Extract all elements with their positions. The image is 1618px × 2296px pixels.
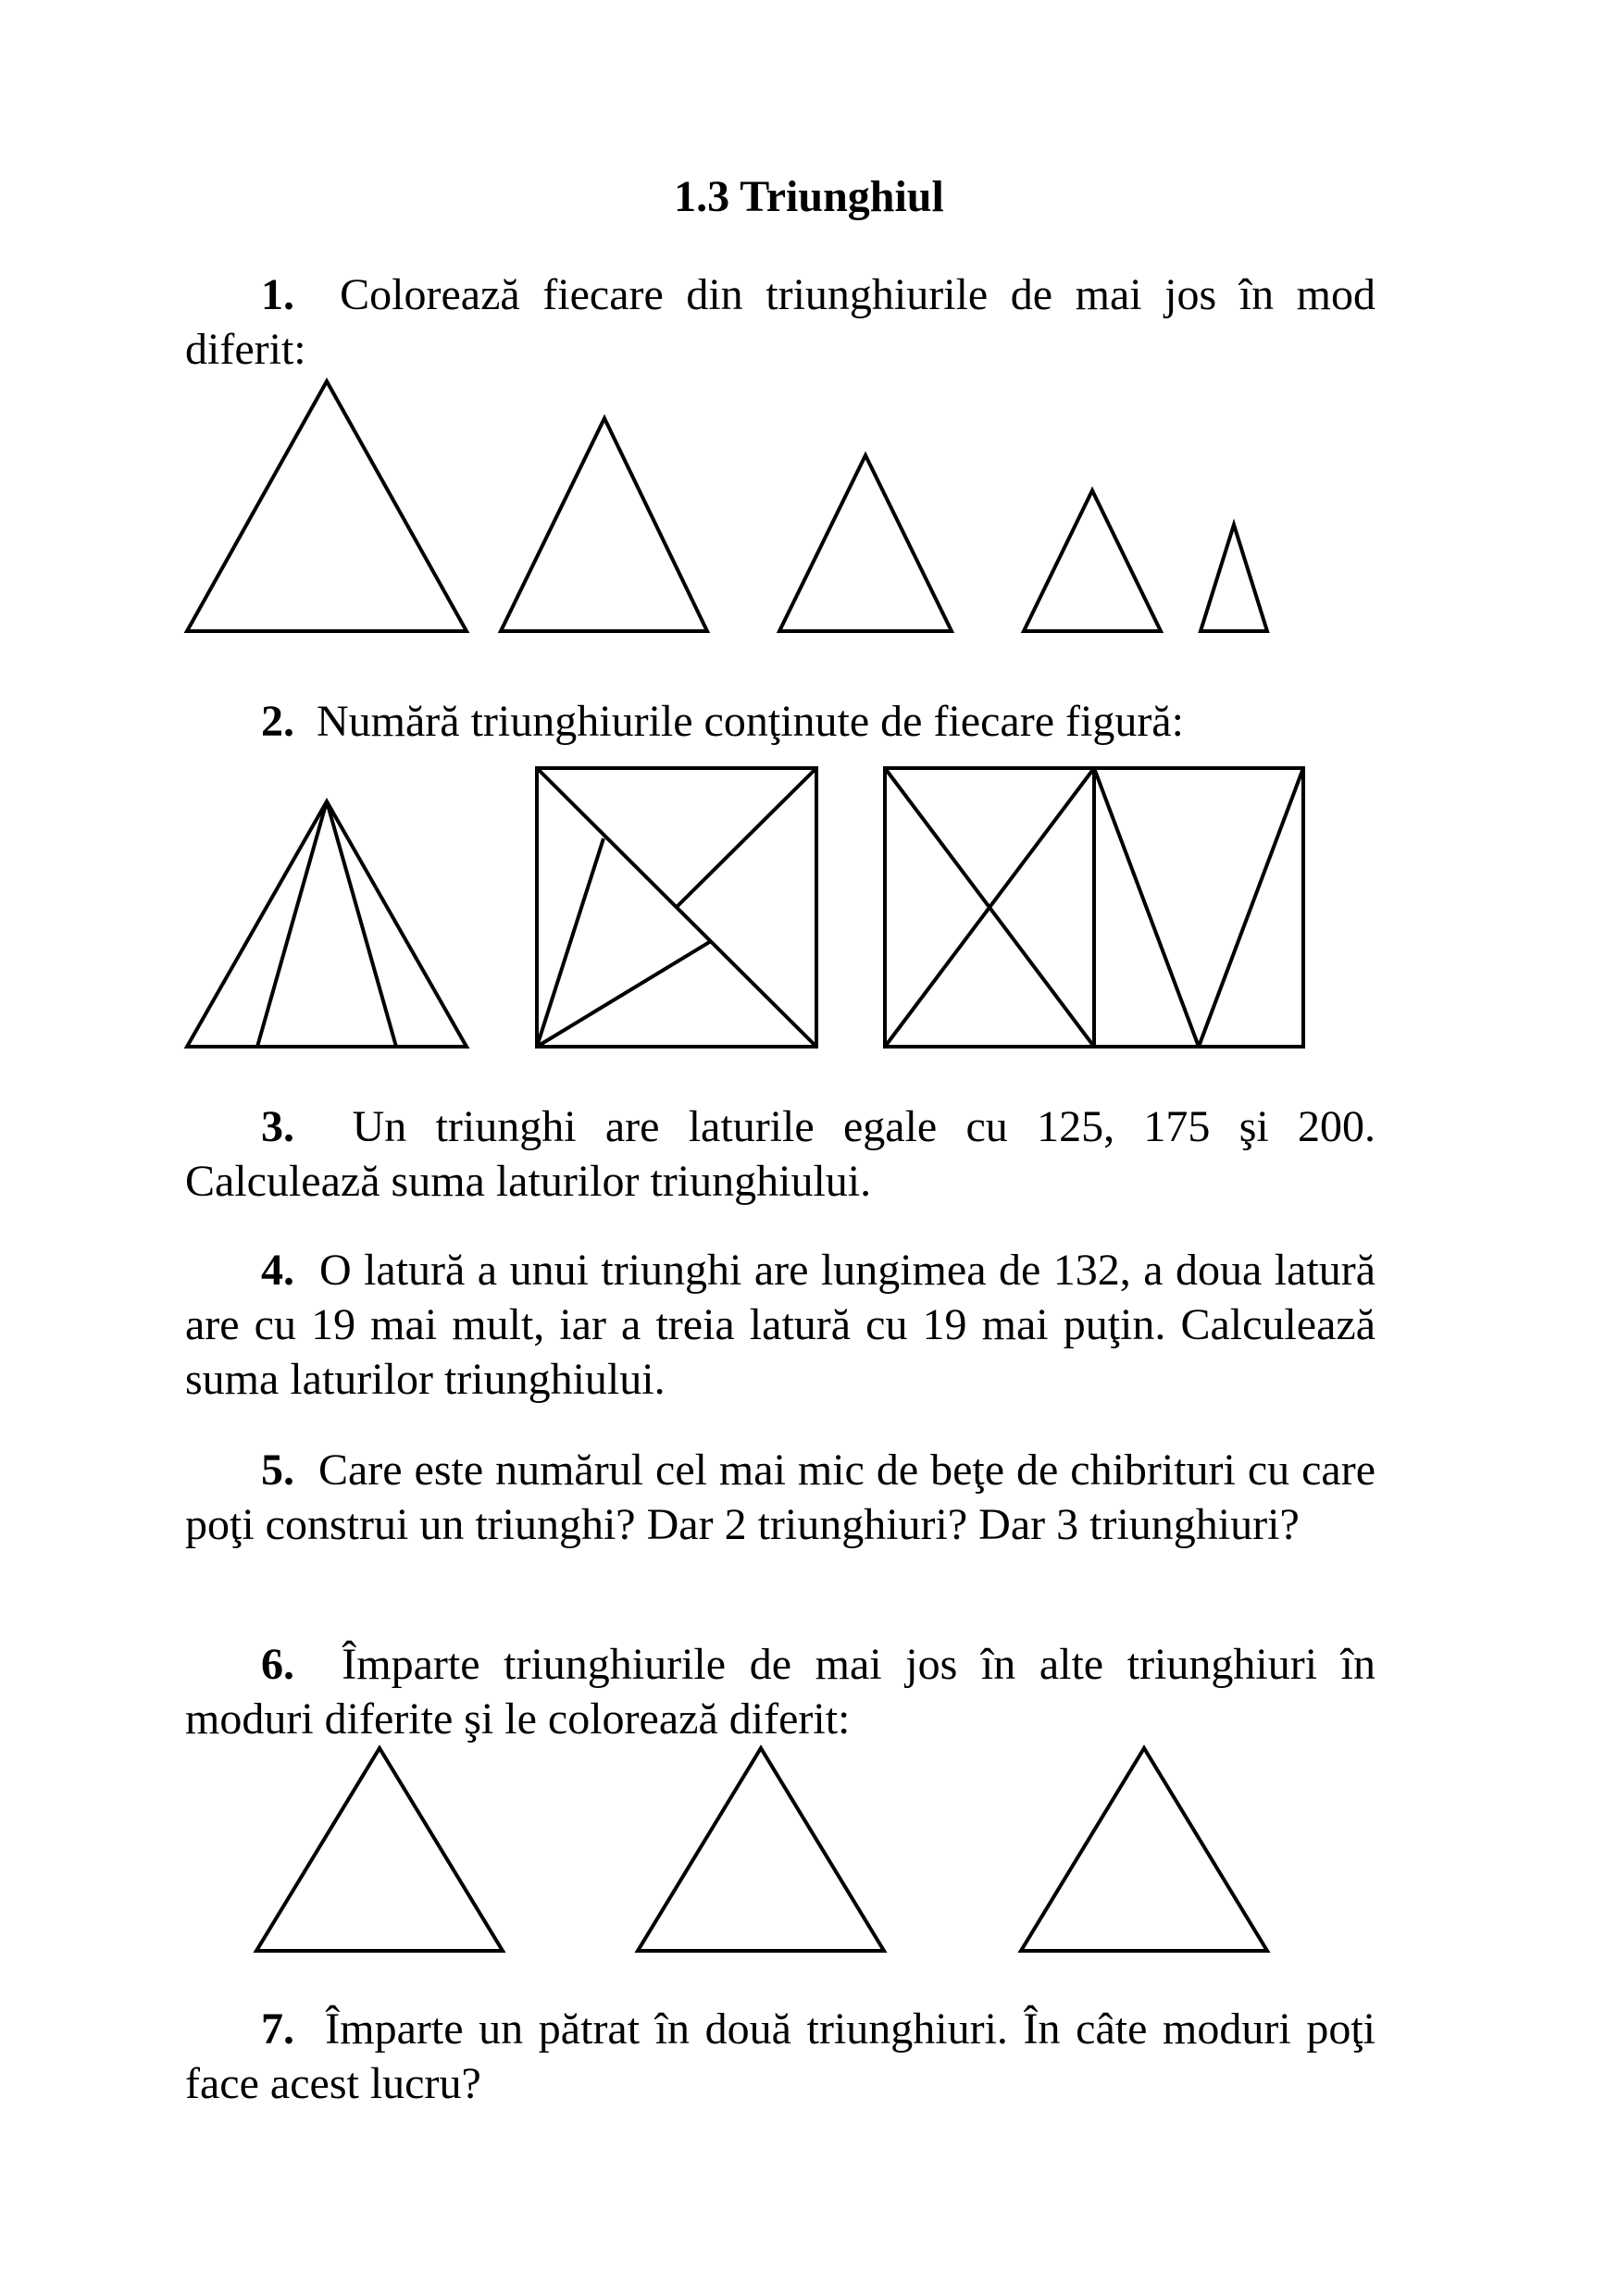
exercise-1-figures xyxy=(0,375,1618,652)
exercise-number: 3. xyxy=(261,1102,294,1151)
exercise-4 xyxy=(185,1243,1375,1407)
exercise-1 xyxy=(185,267,1375,377)
triangle-4 xyxy=(1024,490,1161,631)
exercise-number: 7. xyxy=(261,2004,294,2054)
exercise-6-figures xyxy=(0,1740,1618,1971)
divided-triangle xyxy=(187,801,467,1047)
exercise-text: Colorează fiecare din triunghiurile de mai jos în mod diferit: xyxy=(185,270,1376,374)
exercise-6 xyxy=(185,1637,1375,1746)
exercise-number: 5. xyxy=(261,1446,294,1495)
triangle-a xyxy=(256,1748,503,1951)
exercise-text: Împarte un pătrat în două triunghiuri. În câte moduri poţi face acest lucru? xyxy=(185,2004,1376,2108)
triangle-3 xyxy=(779,455,952,631)
exercise-text: O latură a unui triunghi are lungimea de 132, a doua latură are cu 19 mai mult, iar a treia latură cu 19 mai puţin. Calculează suma laturilor triunghiului. xyxy=(185,1246,1376,1404)
exercise-3 xyxy=(185,1099,1375,1209)
exercise-number: 4. xyxy=(261,1246,294,1295)
triangle-b xyxy=(638,1748,884,1951)
triangle-1 xyxy=(187,381,467,631)
page-title: 1.3 Triunghiul xyxy=(674,172,944,221)
exercise-number: 1. xyxy=(261,270,294,319)
triangle-2 xyxy=(501,418,707,631)
exercise-2-figures xyxy=(0,759,1618,1055)
exercise-7 xyxy=(185,2002,1375,2111)
divided-square xyxy=(537,768,816,1047)
exercise-2 xyxy=(185,694,1375,749)
divided-rectangle xyxy=(885,768,1303,1047)
triangle-c xyxy=(1021,1748,1267,1951)
exercise-text: Numără triunghiurile conţinute de fiecare figură: xyxy=(317,697,1184,746)
exercise-text: Care este numărul cel mai mic de beţe de chibrituri cu care poţi construi un triunghi? Dar 2 triunghiuri? Dar 3 triunghiuri? xyxy=(185,1446,1376,1549)
exercise-number: 6. xyxy=(261,1640,294,1689)
exercise-5 xyxy=(185,1443,1375,1552)
triangle-5 xyxy=(1201,525,1267,631)
exercise-text: Împarte triunghiurile de mai jos în alte triunghiuri în moduri diferite şi le colorează diferit: xyxy=(185,1640,1376,1744)
exercise-text: Un triunghi are laturile egale cu 125, 175 şi 200. Calculează suma laturilor triunghiului. xyxy=(185,1102,1375,1206)
exercise-number: 2. xyxy=(261,697,294,746)
